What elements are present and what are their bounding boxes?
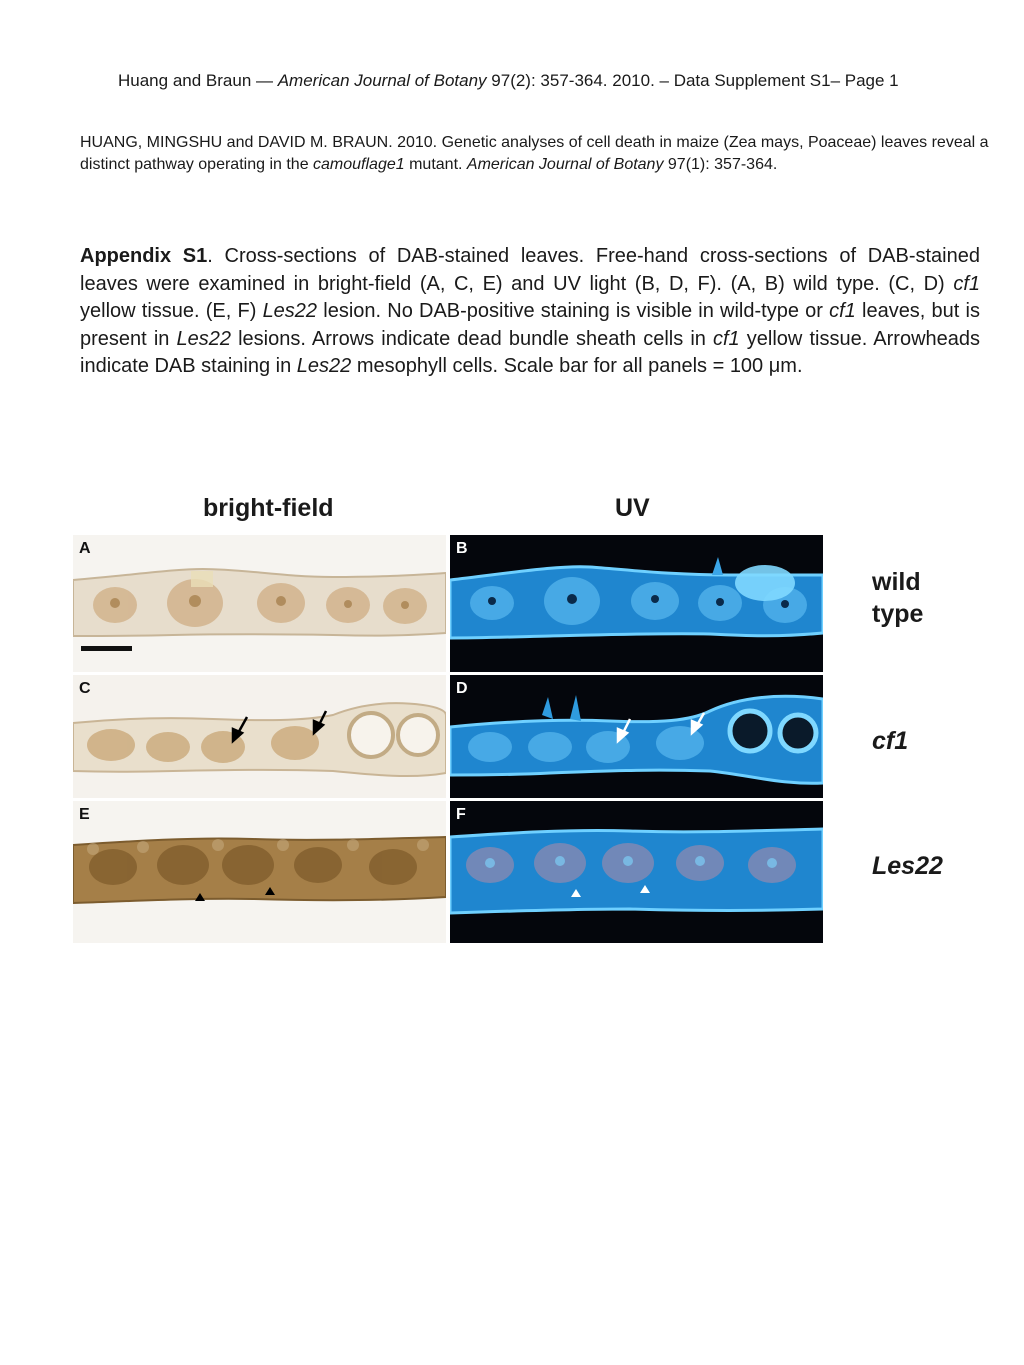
mu-symbol: μ [768, 355, 781, 377]
panel-b-image [450, 535, 823, 672]
column-heading-uv: UV [615, 494, 650, 522]
caption-gene: cf1 [713, 327, 740, 350]
citation-gene: camouflage1 [313, 156, 405, 173]
caption-gene: cf1 [829, 300, 856, 322]
panel-e-image [73, 801, 446, 943]
caption-text: mesophyll cells. Scale bar for all panels = 100 [351, 355, 769, 377]
citation-text-2: mutant. [404, 156, 467, 173]
row-label-cf1: cf1 [872, 727, 909, 755]
row-label-les22: Les22 [872, 852, 943, 880]
panel-a-image [73, 535, 446, 672]
row-label-wild: wild [872, 568, 921, 596]
caption-text: leaves, but is present in [80, 300, 980, 350]
caption-gene: Les22 [262, 300, 318, 322]
panel-label-c: C [79, 680, 91, 697]
caption-text: lesion. No DAB-positive staining is visible in wild-type or [317, 300, 830, 322]
caption-text: yellow tissue. (E, F) [80, 300, 263, 322]
row-label-wild-type [872, 566, 923, 630]
citation-text-1: HUANG, MINGSHU and DAVID M. BRAUN. 2010. Genetic analyses of cell death in maize (Zea mays, Poaceae) leaves reveal a distinct pathway operating in the [80, 134, 989, 173]
panel-d-image [450, 675, 823, 798]
citation-journal: American Journal of Botany [466, 156, 664, 173]
caption-text: lesions. Arrows indicate dead bundle sheath cells in [231, 327, 713, 350]
panel-label-e: E [79, 806, 90, 823]
citation-text-3: 97(1): 357-364. [663, 156, 778, 173]
running-head-journal: American Journal of Botany [277, 71, 487, 90]
caption-gene: Les22 [176, 327, 231, 350]
panel-label-d: D [456, 680, 468, 697]
scale-bar [81, 646, 132, 651]
panel-label-f: F [456, 806, 466, 823]
caption-gene: Les22 [296, 355, 352, 377]
running-head [118, 71, 899, 91]
caption-gene: cf1 [953, 272, 980, 295]
caption-text: m. [780, 355, 803, 377]
row-label-type: type [872, 600, 924, 628]
caption-text: yellow tissue. Arrowheads indicate DAB staining in [80, 327, 980, 377]
caption-text: . Cross-sections of DAB-stained leaves. Free-hand cross-sections of DAB-stained leaves were examined in bright-field (A, C, E) and UV light (B, D, F). (A, B) wild type. (C, D) [80, 245, 980, 295]
column-heading-brightfield: bright-field [203, 494, 334, 522]
appendix-caption [80, 243, 980, 381]
panel-label-b: B [456, 540, 468, 557]
panel-label-a: A [79, 540, 91, 557]
citation [80, 132, 990, 176]
running-head-rest: 97(2): 357-364. 2010. – Data Supplement S1– Page 1 [486, 71, 899, 90]
panel-c-image [73, 675, 446, 798]
appendix-title: Appendix S1 [80, 245, 208, 267]
running-head-authors: Huang and Braun — [118, 71, 278, 90]
panel-f-image [450, 801, 823, 943]
